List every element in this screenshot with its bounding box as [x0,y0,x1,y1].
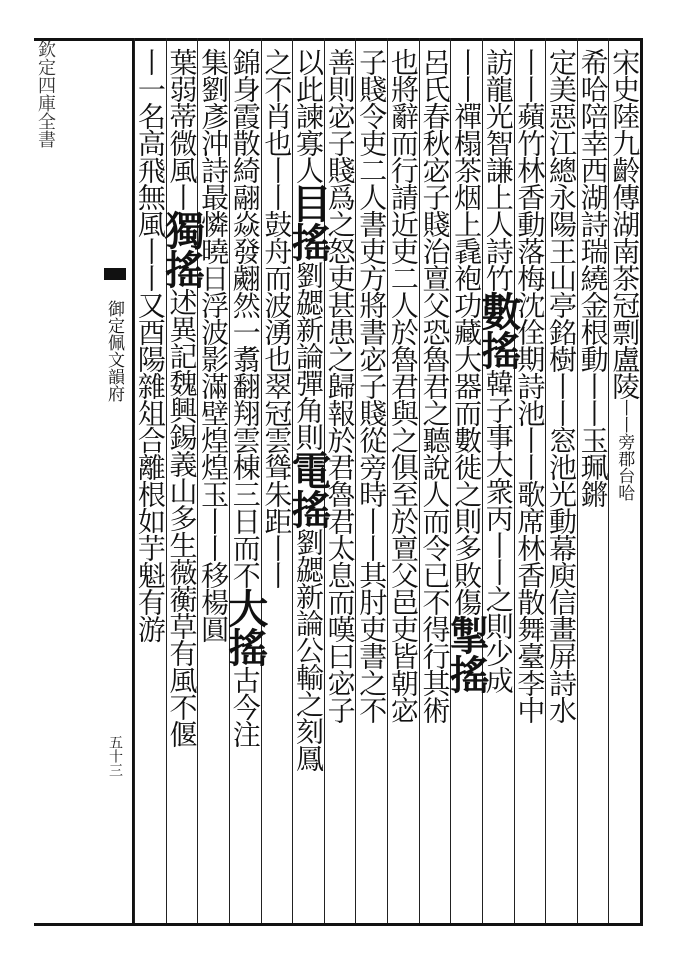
text-column [443,48,491,910]
text-run: 古今注 [228,666,262,747]
text-column [606,48,642,910]
text-run: 也將辭而行請近吏二人於魯君與之俱至於亶父邑吏皆朝宓 [386,48,420,723]
text-column [221,48,269,910]
text-run: 丨丨鼓舟而波湧 [260,156,294,345]
text-run: 劉勰新論彈角則 [291,261,325,450]
text-run: 丨一名高飛 [133,48,167,183]
text-run: 述異記魏興錫義山多生薇蘅草有風不偃 [165,288,199,747]
text-column [158,48,206,910]
text-run: 善則宓子賤爲之怒吏甚患之歸報於君魯君太息而嘆曰宓子 [323,48,357,723]
text-column [543,48,579,910]
text-column [195,48,231,910]
text-run: 以此諫寡人 [291,48,325,183]
text-run: 丨丨蘋竹林香動落梅沈佺期詩池丨丨歌席林香散舞臺李中 [513,48,547,723]
text-run: 也翠冠雲聳朱距丨丨 [260,345,294,588]
text-column [284,48,332,910]
text-column [258,48,294,910]
text-run: 集劉彥沖詩最憐曉日浮波影滿壁煌煌玉丨丨 [197,48,231,561]
text-run: 丨丨禪榻茶烟上毳袍 [450,48,484,291]
text-column [385,48,421,910]
headword: 大搖 [221,588,269,666]
text-run: 宋史陸九齡傳湖南茶冠剽盧陵 [608,48,642,399]
text-run: 錦身霞散綺翮焱發翽然一翥翻翔雲棟三日而不 [228,48,262,588]
annotation: 丨丨旁郡台哈 [614,399,635,501]
text-run: 功藏大器而數徙之則多敗傷 [450,291,484,615]
text-run: 訪龍光智謙上人詩竹 [481,48,515,291]
headword: 獨搖 [158,210,206,288]
text-column [575,48,611,910]
text-run: 子賤令吏二人書吏方將書宓子賤從旁時丨丨其肘吏書之不 [355,48,389,723]
headword: 目搖 [284,183,332,261]
page-number: 五十三 [107,735,123,777]
text-column [474,48,522,910]
text-run: 呂氏春秋宓子賤治亶父恐魯君之聽說人而令已不得行其術 [418,48,452,723]
book-title: 御定佩文韻府 [104,300,124,402]
text-column [511,48,547,910]
text-run: 無風丨丨又酉陽雜俎合離根如芋魁有游 [133,183,167,642]
text-run: 韓子事大衆丙丨丨之則少成 [481,369,515,693]
text-run: 移楊圓 [197,561,231,642]
library-header: 欽定四庫全書 [35,40,56,148]
headword: 電搖 [284,450,332,528]
text-run: 劉勰新論公輸之刻鳳 [291,528,325,771]
text-run: 希哈陪幸西湖詩瑞繞金根動丨丨玉珮鏘 [576,48,610,507]
text-column [353,48,389,910]
text-column [416,48,452,910]
fishtail-mark [104,268,126,280]
text-column [132,48,168,910]
text-run: 之不肖也 [260,48,294,156]
text-run: 定美惡江總永陽王山亭銘樹丨丨窓池光動幕庾信畫屏詩水 [544,48,578,723]
headword: 數搖 [474,291,522,369]
text-run: 葉弱蒂微風丨 [165,48,199,210]
headword: 掣搖 [443,615,491,693]
